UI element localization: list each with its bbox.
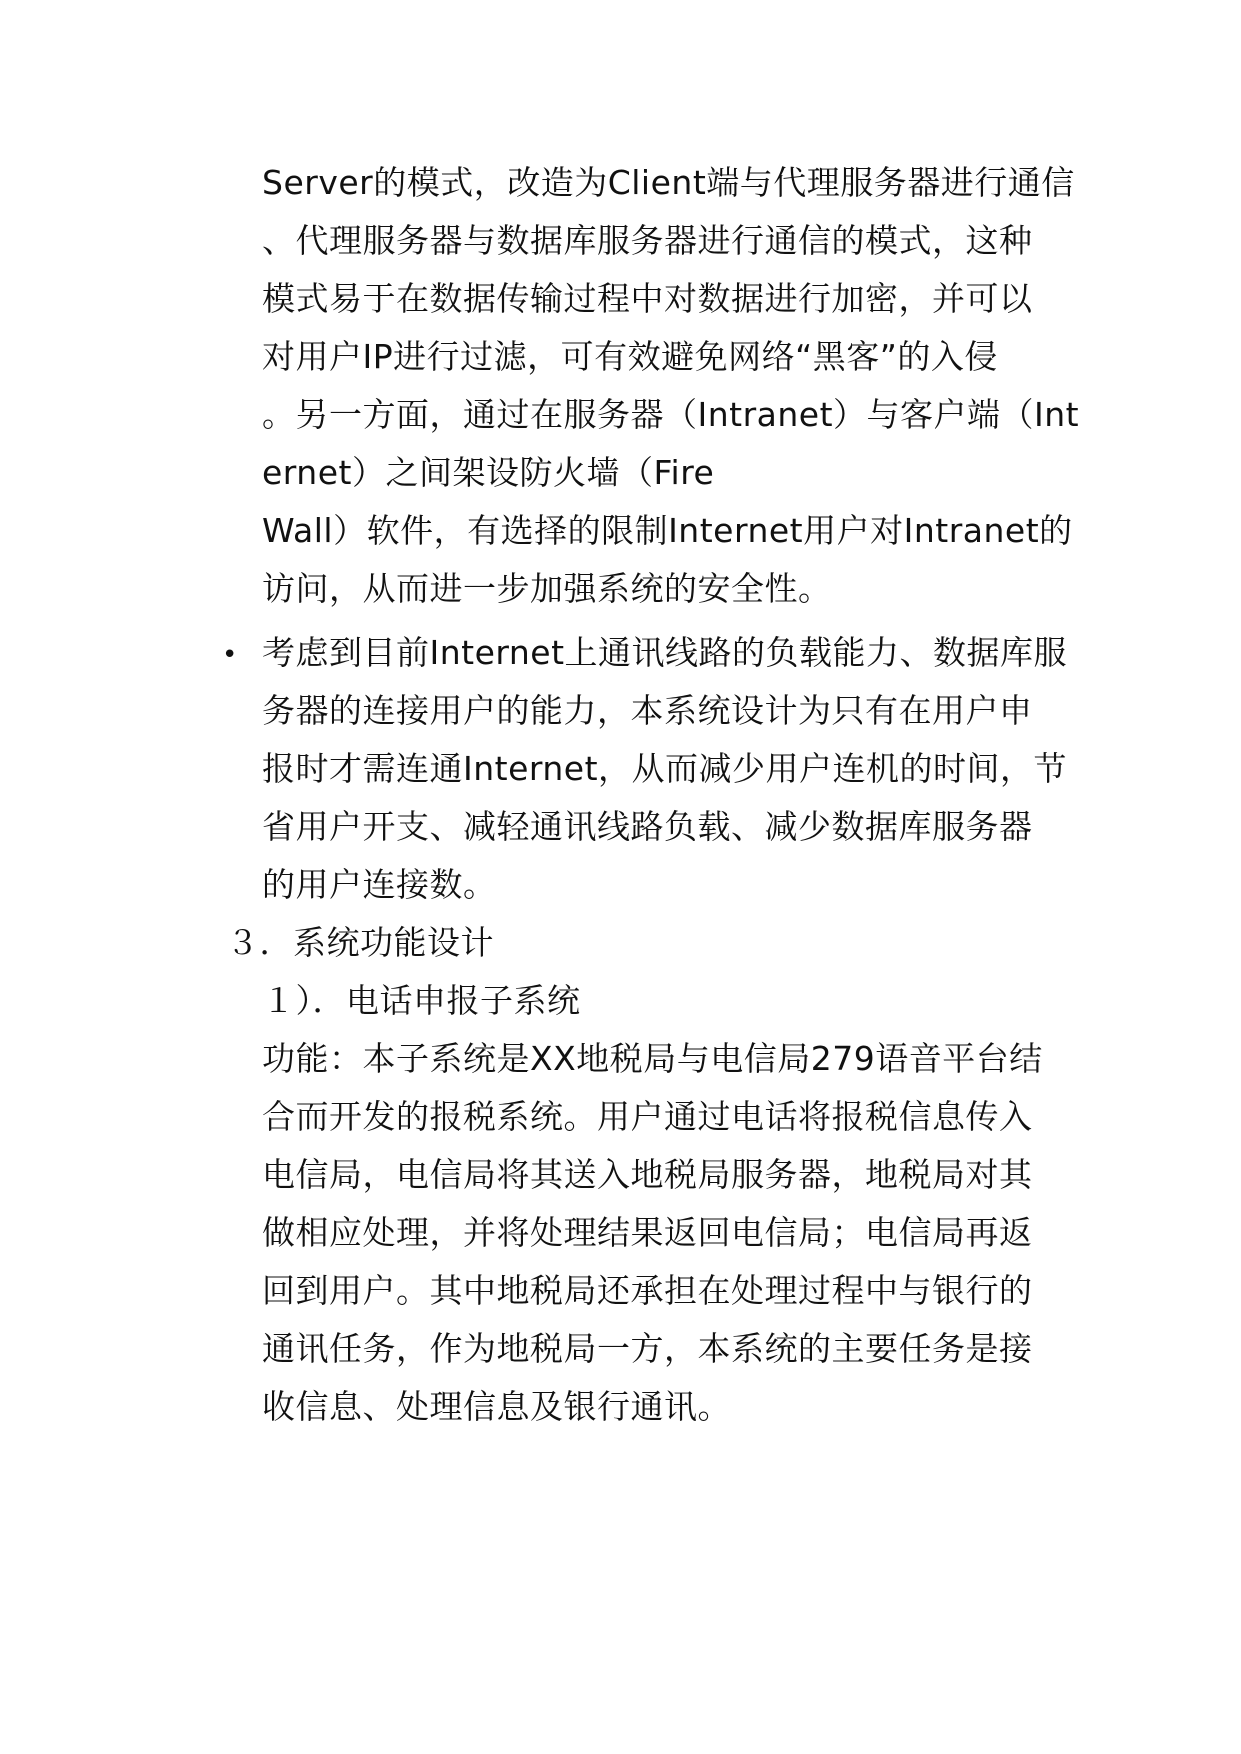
bullet-icon: • bbox=[222, 640, 238, 670]
text-line: 务器的连接用户的能力，本系统设计为只有在用户申 bbox=[262, 691, 1033, 730]
text-line: 的用户连接数。 bbox=[262, 865, 497, 904]
text-line: 、代理服务器与数据库服务器进行通信的模式，这种 bbox=[262, 221, 1033, 260]
text-line: ernet）之间架设防火墙（Fire bbox=[262, 453, 715, 492]
text-line: 对用户IP进行过滤，可有效避免网络“黑客”的入侵 bbox=[262, 337, 998, 376]
subsection-heading: １）．电话申报子系统 bbox=[262, 981, 581, 1020]
section-heading: ３．系统功能设计 bbox=[226, 923, 494, 962]
text-line: Wall）软件，有选择的限制Internet用户对Intranet的 bbox=[262, 511, 1073, 550]
text-line: 报时才需连通Internet，从而减少用户连机的时间，节 bbox=[262, 749, 1068, 788]
text-line: 做相应处理，并将处理结果返回电信局；电信局再返 bbox=[262, 1213, 1033, 1252]
text-line: 回到用户。其中地税局还承担在处理过程中与银行的 bbox=[262, 1271, 1033, 1310]
text-line: 模式易于在数据传输过程中对数据进行加密，并可以 bbox=[262, 279, 1033, 318]
text-line: 。另一方面，通过在服务器（Intranet）与客户端（Int bbox=[262, 395, 1080, 434]
text-line: 合而开发的报税系统。用户通过电话将报税信息传入 bbox=[262, 1097, 1033, 1136]
text-line: 考虑到目前Internet上通讯线路的负载能力、数据库服 bbox=[262, 633, 1068, 672]
text-line: 功能：本子系统是XX地税局与电信局279语音平台结 bbox=[262, 1039, 1043, 1078]
text-line: Server的模式，改造为Client端与代理服务器进行通信 bbox=[262, 163, 1075, 202]
text-line: 电信局，电信局将其送入地税局服务器，地税局对其 bbox=[262, 1155, 1033, 1194]
text-line: 通讯任务，作为地税局一方，本系统的主要任务是接 bbox=[262, 1329, 1033, 1368]
text-line: 访问，从而进一步加强系统的安全性。 bbox=[262, 569, 832, 608]
text-line: 收信息、处理信息及银行通讯。 bbox=[262, 1387, 731, 1426]
text-line: 省用户开支、减轻通讯线路负载、减少数据库服务器 bbox=[262, 807, 1033, 846]
